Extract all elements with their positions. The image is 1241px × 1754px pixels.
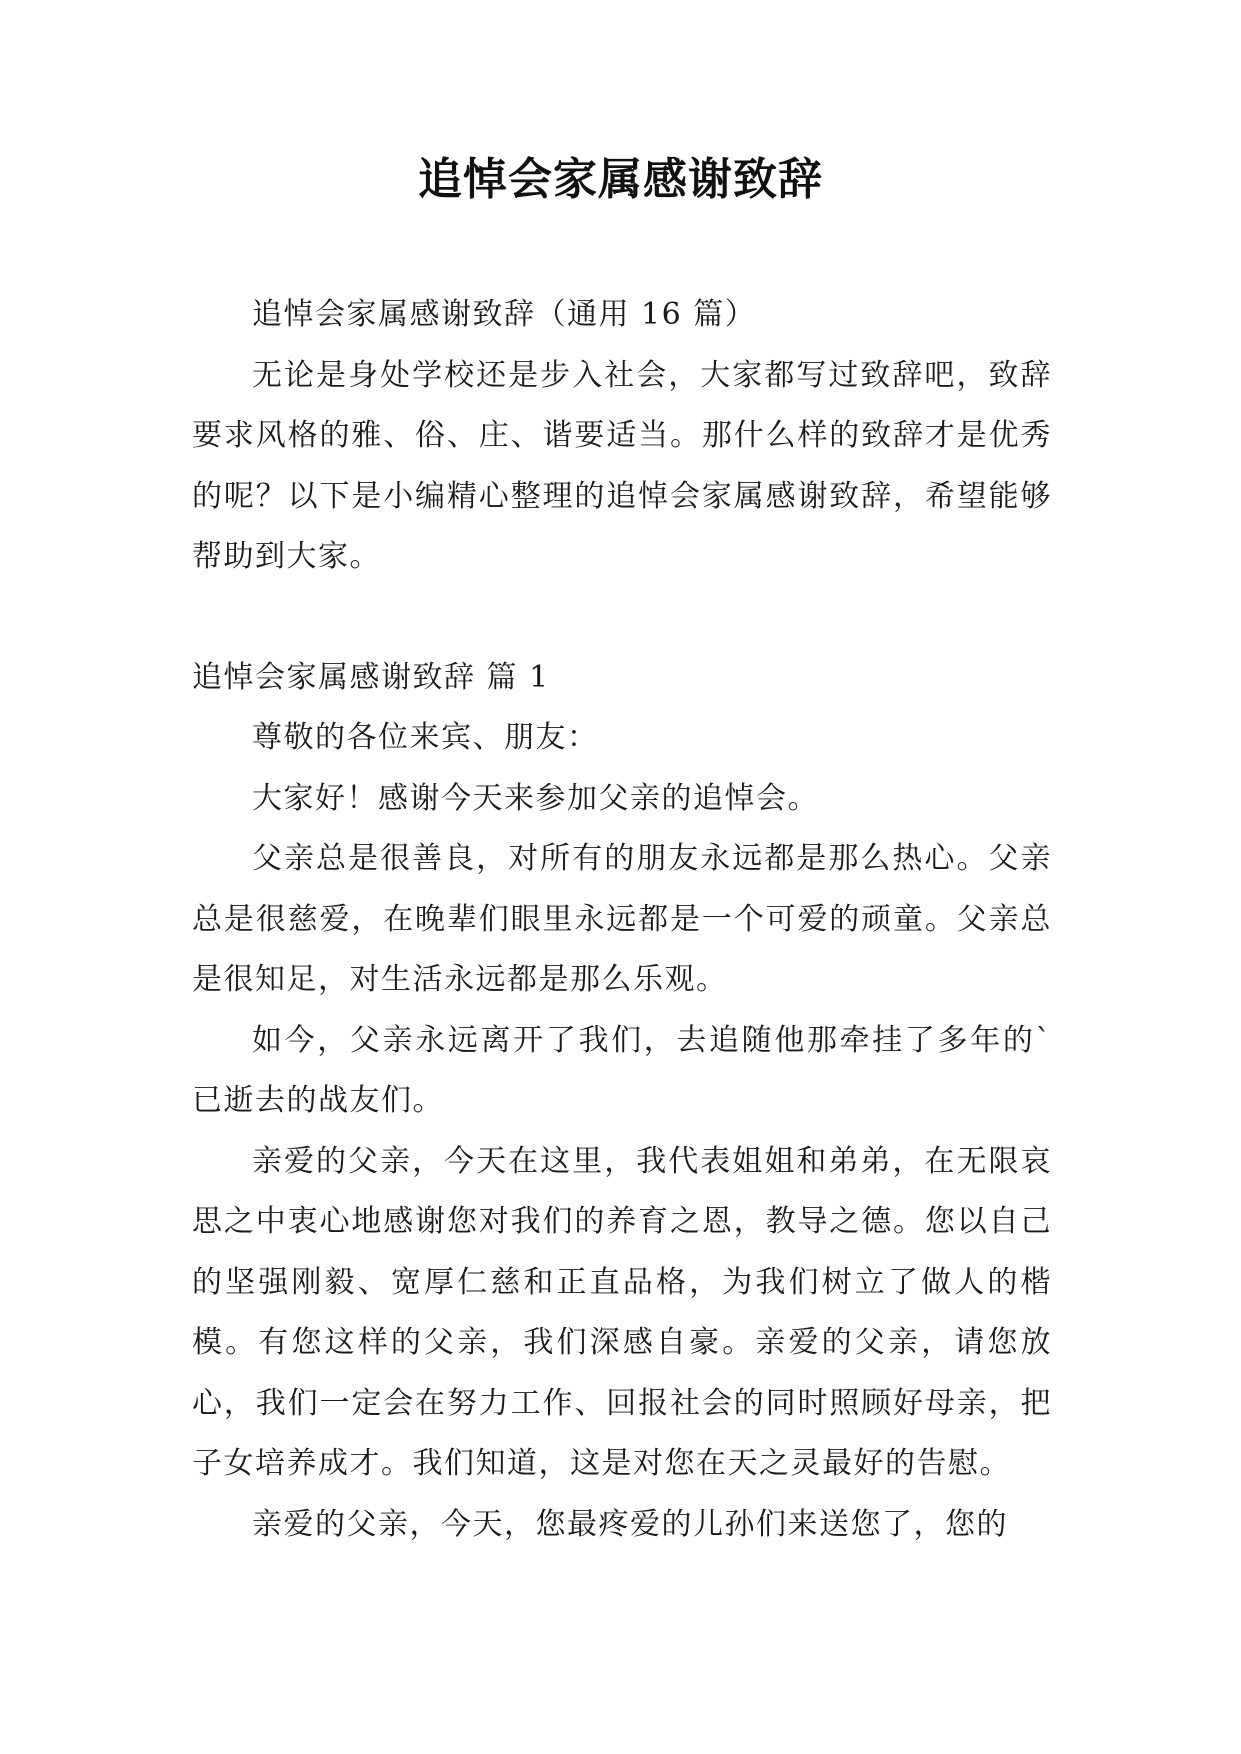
subtitle-paragraph: 追悼会家属感谢致辞（通用 16 篇）: [252, 297, 757, 332]
body-paragraph: 亲爱的父亲，今天在这里，我代表姐姐和弟弟，在无限哀思之中衷心地感谢您对我们的养育之恩，教导之德。您以自己的坚强刚毅、宽厚仁慈和正直品格，为我们树立了做人的楷模。有您这样的父亲，我们深感自豪。亲爱的父亲，请您放心，我们一定会在努力工作、回报社会的同时照顾好母亲，把子女培养成才。我们知道，这是对您在天之灵最好的告慰。: [192, 1143, 1052, 1481]
salutation-paragraph: 尊敬的各位来宾、朋友：: [252, 720, 599, 755]
body-paragraph: 父亲总是很善良，对所有的朋友永远都是那么热心。父亲总是很慈爱，在晚辈们眼里永远都是一个可爱的顽童。父亲总是很知足，对生活永远都是那么乐观。: [192, 841, 1052, 997]
document-body: [192, 285, 1052, 1555]
section-gap: [192, 588, 1052, 648]
body-paragraph: 亲爱的父亲，今天，您最疼爱的儿孙们来送您了，您的: [252, 1506, 1008, 1542]
body-paragraph: 如今，父亲永远离开了我们，去追随他那牵挂了多年的`已逝去的战友们。: [192, 1022, 1052, 1118]
section-heading: 追悼会家属感谢致辞 篇 1: [192, 659, 550, 695]
greeting-paragraph: 大家好！感谢今天来参加父亲的追悼会。: [252, 780, 819, 816]
document-title: 追悼会家属感谢致辞: [418, 154, 823, 205]
intro-paragraph: 无论是身处学校还是步入社会，大家都写过致辞吧，致辞要求风格的雅、俗、庄、谐要适当。那什么样的致辞才是优秀的呢？以下是小编精心整理的追悼会家属感谢致辞，希望能够帮助到大家。: [192, 357, 1052, 574]
